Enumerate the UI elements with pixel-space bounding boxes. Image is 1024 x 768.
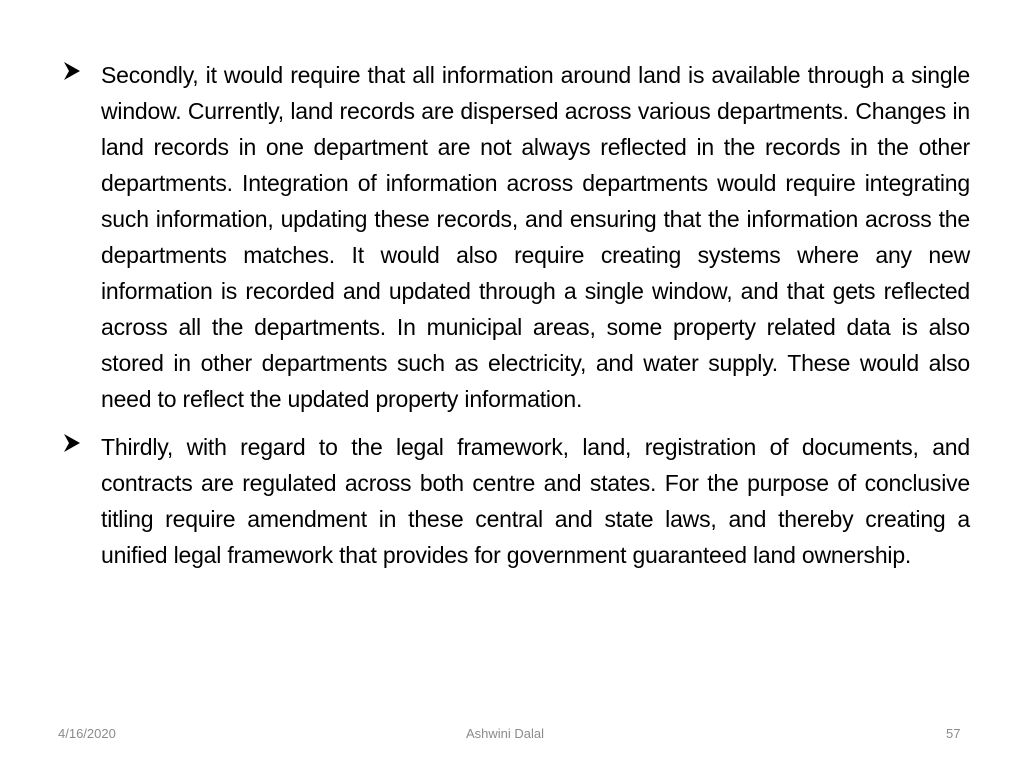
footer-date: 4/16/2020	[58, 726, 116, 741]
arrowhead-bullet-icon	[62, 60, 82, 82]
bullet-text-2: Thirdly, with regard to the legal framework, land, registration of documents, and contracts are regulated across both centre and states. For the purpose of conclusive titling require amendment in these central and state laws, and thereby creating a unified legal framework that provides for government guaranteed land ownership.	[101, 434, 970, 568]
bullet-item-1	[62, 57, 970, 417]
bullet-item-2	[62, 429, 970, 573]
arrowhead-bullet-icon	[62, 432, 82, 454]
bullet-list	[62, 57, 970, 585]
footer-author: Ashwini Dalal	[466, 726, 545, 741]
footer-page-number: 57	[946, 726, 961, 741]
bullet-text-1: Secondly, it would require that all information around land is available through a single window. Currently, land records are dispersed across various departments. Changes in land records in one department are not always reflected in the records in the other departments. Integration of information across departments would require integrating such information, updating these records, and ensuring that the information across the departments matches. It would also require creating systems where any new information is recorded and updated through a single window, and that gets reflected across all the departments. In municipal areas, some property related data is also stored in other departments such as electricity, and water supply. These would also need to reflect the updated property information.	[101, 62, 970, 412]
